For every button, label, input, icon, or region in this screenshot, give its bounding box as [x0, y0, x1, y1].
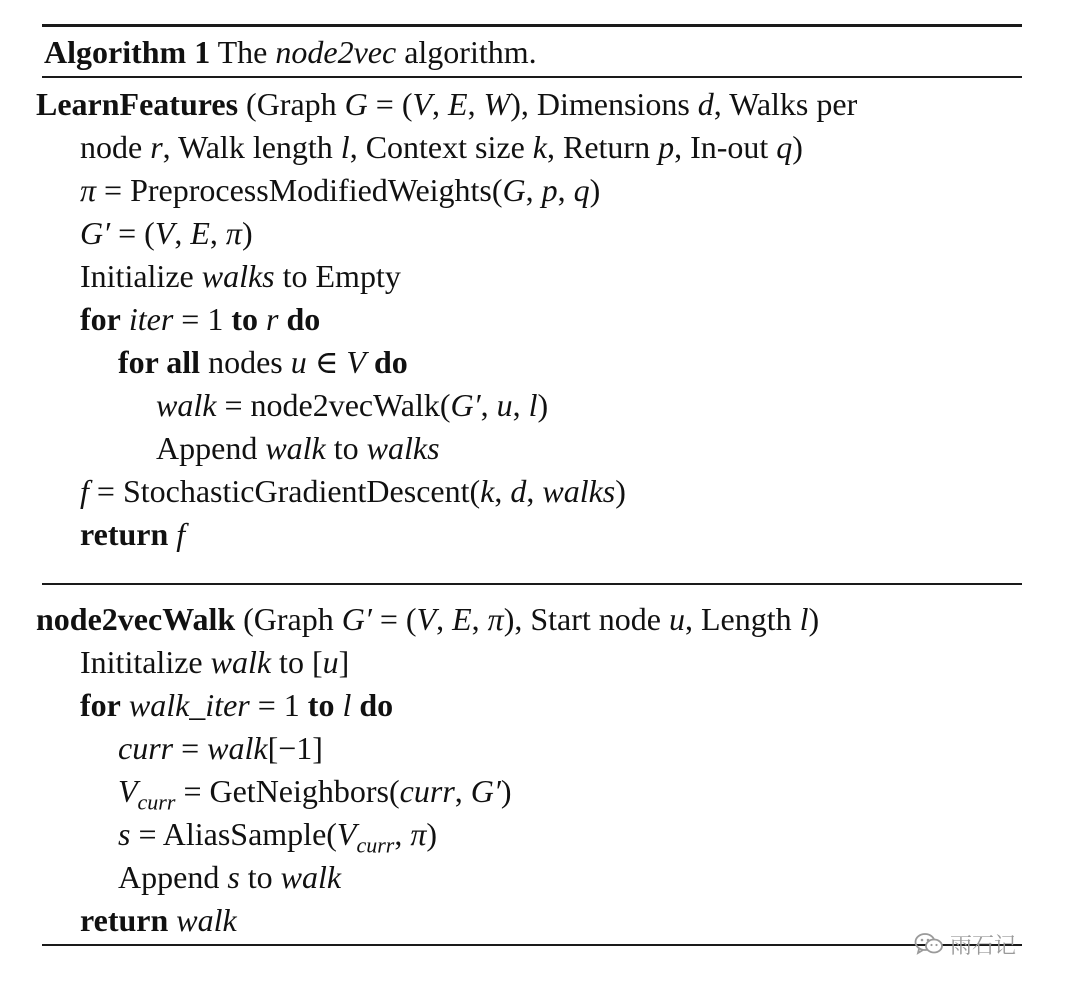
var: walk	[265, 430, 326, 466]
var: π	[80, 172, 97, 208]
var: r	[150, 129, 163, 165]
var: curr	[399, 773, 455, 809]
keyword: do	[373, 344, 408, 380]
procedure-separator-rule	[42, 583, 1022, 585]
text: ,	[512, 387, 529, 423]
var: l	[799, 601, 809, 637]
var: π	[225, 215, 242, 251]
var: s	[118, 816, 131, 852]
text: ,	[432, 86, 449, 122]
text: , Return	[546, 129, 659, 165]
text: , Walk length	[162, 129, 341, 165]
var: l	[340, 129, 350, 165]
watermark	[914, 930, 1016, 958]
text: to	[239, 859, 281, 895]
wechat-icon	[914, 932, 944, 956]
var: p	[658, 129, 675, 165]
var: G′	[341, 601, 372, 637]
line-for-iter	[80, 299, 320, 339]
algorithm-caption	[44, 32, 537, 72]
line-graph-prime	[80, 213, 253, 253]
text: (Graph	[246, 86, 345, 122]
text: node	[80, 129, 151, 165]
text: [−1]	[267, 730, 323, 766]
text: ,	[471, 601, 488, 637]
text: )	[537, 387, 549, 423]
text: = AliasSample(	[130, 816, 337, 852]
var: V	[412, 86, 433, 122]
var: curr	[118, 730, 174, 766]
procedure-name: LearnFeatures	[36, 86, 239, 122]
text: , Walks per	[713, 86, 858, 122]
line-sgd	[80, 471, 626, 511]
keyword: do	[359, 687, 394, 723]
var: l	[528, 387, 538, 423]
var: walk	[176, 902, 237, 938]
var: G′	[80, 215, 111, 251]
text: Append	[118, 859, 228, 895]
text: , In-out	[674, 129, 777, 165]
var: walk	[156, 387, 217, 423]
var: iter	[128, 301, 174, 337]
keyword: for	[80, 687, 121, 723]
line-preprocess	[80, 170, 600, 210]
var: G′	[450, 387, 481, 423]
text: )	[792, 129, 803, 165]
text: ,	[525, 172, 542, 208]
subscript: curr	[137, 789, 176, 815]
var: V	[416, 601, 437, 637]
var: walks	[201, 258, 275, 294]
algorithm-label: Algorithm 1	[44, 34, 211, 70]
caption-rule	[42, 76, 1022, 78]
var: walks	[366, 430, 440, 466]
var: u	[496, 387, 513, 423]
learnfeatures-signature	[36, 84, 857, 124]
text: ,	[557, 172, 574, 208]
var: k	[480, 473, 495, 509]
text: = (	[367, 86, 413, 122]
text: ,	[436, 601, 453, 637]
caption-text: The	[217, 34, 268, 70]
text: ,	[454, 773, 471, 809]
text: Initialize	[80, 258, 202, 294]
var: q	[776, 129, 793, 165]
text: )	[500, 773, 512, 809]
var: d	[697, 86, 714, 122]
top-rule	[42, 24, 1022, 27]
var: u	[668, 601, 685, 637]
bottom-rule	[42, 944, 1022, 946]
text: (Graph	[235, 601, 342, 637]
text: ]	[338, 644, 350, 680]
text: = 1	[173, 301, 232, 337]
var: walk	[210, 644, 272, 680]
var: G	[344, 86, 368, 122]
text: )	[426, 816, 438, 852]
text: to Empty	[274, 258, 401, 294]
text: to	[325, 430, 367, 466]
text: = StochasticGradientDescent(	[88, 473, 481, 509]
line-return-f	[80, 514, 185, 554]
var: π	[487, 601, 504, 637]
text: = node2vecWalk(	[216, 387, 451, 423]
keyword: for	[80, 301, 121, 337]
var: q	[573, 172, 590, 208]
var: W	[483, 86, 511, 122]
keyword: for all	[118, 344, 201, 380]
text: ), Start node	[503, 601, 669, 637]
line-init-walk	[80, 642, 349, 682]
text: ,	[494, 473, 511, 509]
var: f	[176, 516, 186, 552]
text: ,	[480, 387, 497, 423]
var: walk_iter	[128, 687, 250, 723]
keyword: return	[80, 516, 169, 552]
text: = PreprocessModifiedWeights(	[96, 172, 503, 208]
var: u	[322, 644, 339, 680]
var: walk	[280, 859, 342, 895]
line-append-s	[118, 857, 341, 897]
var: walks	[542, 473, 616, 509]
text: ,	[394, 816, 411, 852]
text: , Length	[684, 601, 800, 637]
var: s	[227, 859, 240, 895]
text: ,	[467, 86, 484, 122]
text: ), Dimensions	[510, 86, 698, 122]
var: G′	[470, 773, 501, 809]
text: ,	[526, 473, 543, 509]
var: π	[410, 816, 427, 852]
text: ,	[174, 215, 191, 251]
line-for-walk-iter	[80, 685, 393, 725]
subscript: curr	[356, 832, 395, 858]
text: )	[241, 215, 253, 251]
var: k	[532, 129, 547, 165]
text: = (	[371, 601, 417, 637]
text: , Context size	[349, 129, 533, 165]
var: E	[452, 601, 472, 637]
var: V	[346, 344, 366, 380]
var: V	[154, 215, 175, 251]
var: p	[541, 172, 558, 208]
keyword: to	[231, 301, 258, 337]
text: nodes	[200, 344, 291, 380]
line-for-all-nodes	[118, 342, 408, 382]
procedure-name: node2vecWalk	[36, 601, 236, 637]
var: l	[342, 687, 352, 723]
line-curr	[118, 728, 323, 768]
text: = 1	[249, 687, 308, 723]
keyword: do	[286, 301, 321, 337]
line-init-walks	[80, 256, 401, 296]
walk-signature	[36, 599, 819, 639]
var: V	[336, 816, 357, 852]
watermark-text: 雨石记	[950, 933, 1017, 959]
var: E	[190, 215, 210, 251]
line-return-walk	[80, 900, 237, 940]
var: E	[448, 86, 468, 122]
line-append-walk	[156, 428, 440, 468]
line-walk-call	[156, 385, 548, 425]
text: Append	[156, 430, 266, 466]
text: )	[589, 172, 601, 208]
text: )	[808, 601, 820, 637]
text: )	[615, 473, 626, 509]
learnfeatures-signature-cont	[80, 127, 803, 167]
var: f	[80, 473, 89, 509]
var: V	[118, 773, 138, 809]
text: ,	[209, 215, 226, 251]
text: = GetNeighbors(	[175, 773, 400, 809]
var: G	[502, 172, 526, 208]
text: Inititalize	[80, 644, 211, 680]
text: = (	[110, 215, 155, 251]
keyword: to	[307, 687, 335, 723]
var: walk	[207, 730, 268, 766]
var: d	[510, 473, 527, 509]
text: to [	[271, 644, 323, 680]
caption-text: algorithm.	[404, 34, 537, 70]
var: r	[266, 301, 279, 337]
text: ∈	[306, 344, 347, 380]
text: =	[173, 730, 208, 766]
caption-algorithm-name: node2vec	[275, 34, 397, 70]
keyword: return	[80, 902, 169, 938]
var: u	[290, 344, 307, 380]
